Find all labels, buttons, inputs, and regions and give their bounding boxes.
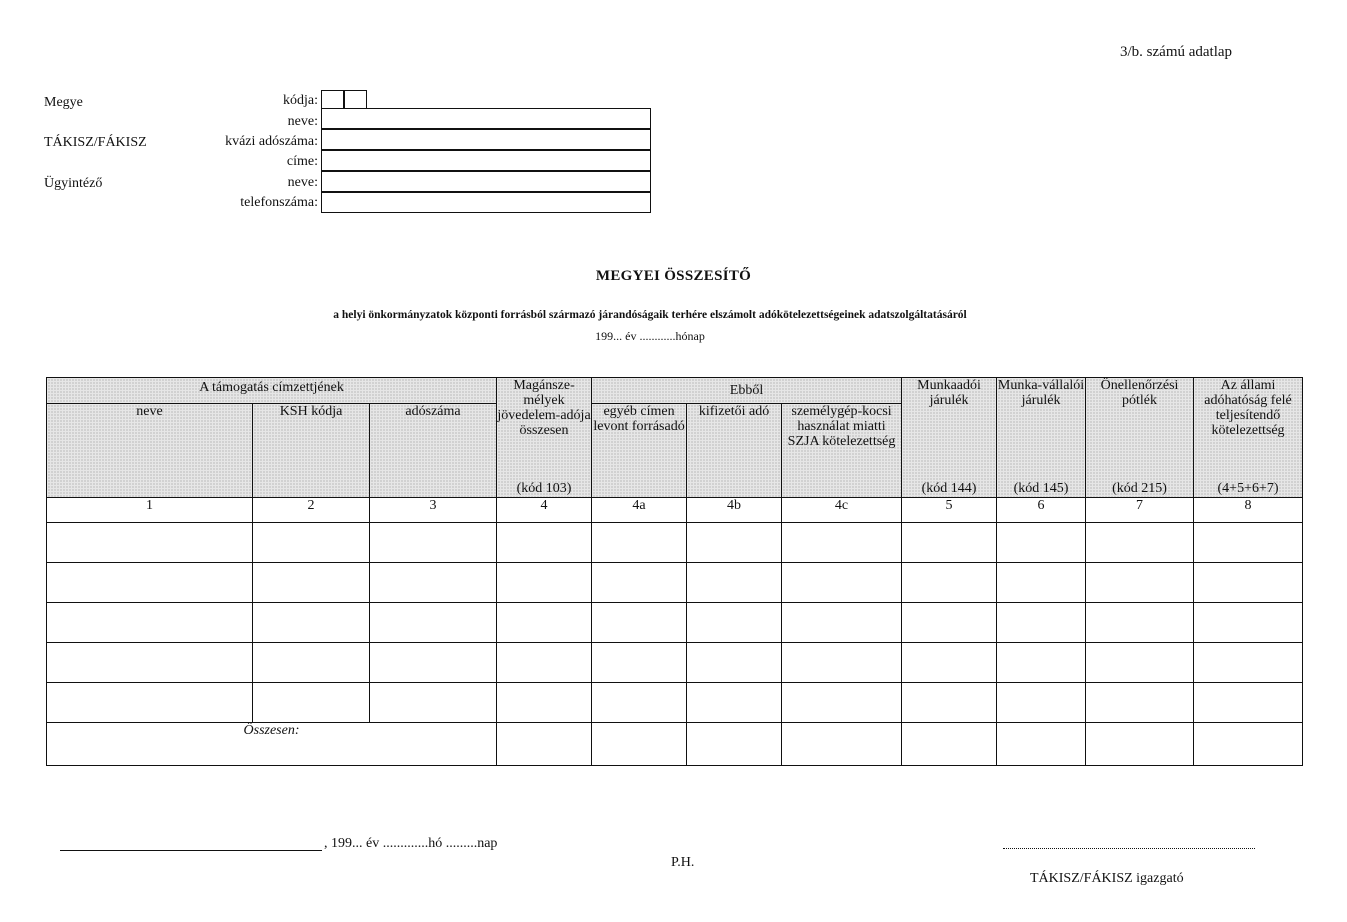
stamp-placeholder: P.H.: [671, 855, 695, 870]
total-cell[interactable]: [592, 723, 687, 766]
neve-label: neve:: [287, 114, 318, 129]
kvazi-adoszama-label: kvázi adószáma:: [225, 134, 318, 149]
table-cell[interactable]: [253, 643, 370, 683]
table-cell[interactable]: [47, 683, 253, 723]
col-4-code: (kód 103): [516, 481, 572, 496]
col-number: 7: [1086, 498, 1194, 523]
table-cell[interactable]: [592, 603, 687, 643]
table-cell[interactable]: [902, 643, 997, 683]
col-number: 3: [370, 498, 497, 523]
table-cell[interactable]: [687, 603, 782, 643]
col-header-8: [1194, 378, 1303, 498]
table-row: [47, 563, 1303, 603]
table-cell[interactable]: [687, 683, 782, 723]
col-5-code: (kód 144): [921, 481, 977, 496]
total-cell[interactable]: [1086, 723, 1194, 766]
total-cell[interactable]: [497, 723, 592, 766]
total-row: [47, 723, 1303, 766]
group-header-ebbol: Ebből: [592, 378, 902, 404]
table-cell[interactable]: [782, 603, 902, 643]
table-cell[interactable]: [497, 523, 592, 563]
table-cell[interactable]: [47, 523, 253, 563]
col-7-label: Önellenőrzési pótlék: [1100, 378, 1179, 408]
table-cell[interactable]: [782, 523, 902, 563]
table-cell[interactable]: [253, 523, 370, 563]
col-header-4a: egyéb címen levont forrásadó: [592, 404, 687, 498]
total-label: Összesen:: [47, 723, 497, 766]
table-row: [47, 643, 1303, 683]
table-cell[interactable]: [47, 563, 253, 603]
table-cell[interactable]: [370, 683, 497, 723]
table-cell[interactable]: [370, 523, 497, 563]
kodja-label: kódja:: [283, 93, 318, 108]
table-cell[interactable]: [370, 563, 497, 603]
table-cell[interactable]: [370, 643, 497, 683]
col-header-5: [902, 378, 997, 498]
col-5-label: Munkaadói járulék: [917, 378, 981, 408]
table-cell[interactable]: [1194, 563, 1303, 603]
ugyintezo-neve-label: neve:: [287, 175, 318, 190]
subtitle: a helyi önkormányzatok központi forrásból származó járandóságaik terhére elszámolt adókötelezettségeinek adatszolgáltatásáról: [333, 309, 967, 321]
date-line: , 199... év .............hó .........nap: [324, 836, 498, 851]
table-cell[interactable]: [47, 603, 253, 643]
period-line: 199... év ............hónap: [595, 329, 705, 343]
col-8-label: Az állami adóhatóság felé teljesítendő kötelezettség: [1204, 378, 1292, 438]
table-cell[interactable]: [1194, 523, 1303, 563]
col-number: 4c: [782, 498, 902, 523]
table-cell[interactable]: [1194, 683, 1303, 723]
table-cell[interactable]: [782, 643, 902, 683]
col-header-adoszama: adószáma: [370, 404, 497, 498]
telefonszama-label: telefonszáma:: [240, 195, 318, 210]
table-cell[interactable]: [1086, 523, 1194, 563]
col-number: 2: [253, 498, 370, 523]
col-number: 4a: [592, 498, 687, 523]
table-cell[interactable]: [997, 603, 1086, 643]
total-cell[interactable]: [687, 723, 782, 766]
table-row: [47, 603, 1303, 643]
table-cell[interactable]: [47, 643, 253, 683]
table-cell[interactable]: [687, 643, 782, 683]
table-cell[interactable]: [782, 683, 902, 723]
form-number: 3/b. számú adatlap: [1120, 44, 1233, 60]
telefonszama-field[interactable]: [321, 192, 651, 213]
table-cell[interactable]: [592, 683, 687, 723]
table-cell[interactable]: [253, 563, 370, 603]
col-header-6: [997, 378, 1086, 498]
total-cell[interactable]: [782, 723, 902, 766]
table-cell[interactable]: [902, 523, 997, 563]
table-cell[interactable]: [902, 683, 997, 723]
takisz-label: TÁKISZ/FÁKISZ: [44, 135, 147, 150]
col-number: 1: [47, 498, 253, 523]
table-cell[interactable]: [592, 643, 687, 683]
table-cell[interactable]: [687, 563, 782, 603]
table-cell[interactable]: [253, 603, 370, 643]
table-row: [47, 683, 1303, 723]
table-cell[interactable]: [782, 563, 902, 603]
col-4-label: Magánsze-mélyek jövedelem-adója összesen: [497, 378, 591, 438]
table-cell[interactable]: [370, 603, 497, 643]
table-cell[interactable]: [592, 523, 687, 563]
table-cell[interactable]: [1086, 643, 1194, 683]
table-cell[interactable]: [902, 603, 997, 643]
total-cell[interactable]: [902, 723, 997, 766]
col-number: 4b: [687, 498, 782, 523]
col-header-4: [497, 378, 592, 498]
col-number: 8: [1194, 498, 1303, 523]
col-number: 4: [497, 498, 592, 523]
col-number: 5: [902, 498, 997, 523]
group-header-cimzett: A támogatás címzettjének: [47, 378, 497, 404]
col-6-label: Munka-vállalói járulék: [997, 378, 1085, 408]
cime-label: címe:: [286, 154, 318, 169]
takisz-neve-field[interactable]: [321, 108, 651, 129]
table-row: [47, 523, 1303, 563]
col-7-code: (kód 215): [1112, 481, 1167, 496]
signature-line[interactable]: [1003, 848, 1255, 849]
table-cell[interactable]: [1086, 603, 1194, 643]
table-cell[interactable]: [1194, 603, 1303, 643]
table-cell[interactable]: [997, 523, 1086, 563]
col-header-7: [1086, 378, 1194, 498]
summary-table: [46, 377, 1303, 766]
table-cell[interactable]: [997, 643, 1086, 683]
cime-field[interactable]: [321, 150, 651, 171]
ugyintezo-neve-field[interactable]: [321, 171, 651, 192]
table-cell[interactable]: [687, 523, 782, 563]
megye-label: Megye: [44, 95, 83, 110]
col-header-4c: személygép-kocsi használat miatti SZJA kötelezettség: [782, 404, 902, 498]
ugyintezo-label: Ügyintéző: [44, 176, 103, 191]
col-header-4b: kifizetői adó: [687, 404, 782, 498]
table-cell[interactable]: [1086, 683, 1194, 723]
total-cell[interactable]: [1194, 723, 1303, 766]
table-cell[interactable]: [1086, 563, 1194, 603]
table-cell[interactable]: [1194, 643, 1303, 683]
col-8-code: (4+5+6+7): [1217, 481, 1279, 496]
table-cell[interactable]: [497, 683, 592, 723]
table-cell[interactable]: [997, 683, 1086, 723]
table-cell[interactable]: [592, 563, 687, 603]
table-cell[interactable]: [902, 563, 997, 603]
signature-label: TÁKISZ/FÁKISZ igazgató: [1030, 871, 1184, 886]
col-6-code: (kód 145): [1013, 481, 1069, 496]
col-header-ksh: KSH kódja: [253, 404, 370, 498]
total-cell[interactable]: [997, 723, 1086, 766]
table-cell[interactable]: [997, 563, 1086, 603]
page-title: MEGYEI ÖSSZESÍTŐ: [595, 268, 752, 284]
kvazi-adoszama-field[interactable]: [321, 129, 651, 150]
place-blank-line[interactable]: [60, 850, 322, 851]
table-cell[interactable]: [497, 603, 592, 643]
table-cell[interactable]: [253, 683, 370, 723]
table-cell[interactable]: [497, 563, 592, 603]
col-header-neve: neve: [47, 404, 253, 498]
table-cell[interactable]: [497, 643, 592, 683]
col-number: 6: [997, 498, 1086, 523]
column-number-row: [47, 498, 1303, 523]
